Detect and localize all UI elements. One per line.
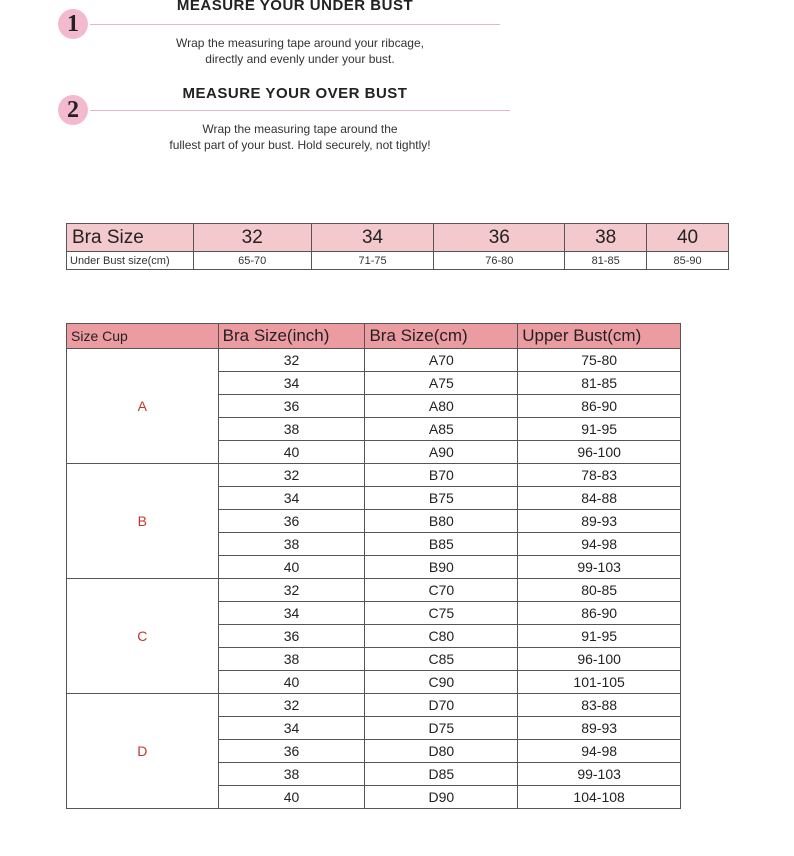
step-1-desc-line-1: Wrap the measuring tape around your ribcage, <box>176 36 424 50</box>
bra-size-cm-cell: D80 <box>365 740 518 763</box>
bra-size-cm-cell: B70 <box>365 464 518 487</box>
bra-size-inch-cell: 40 <box>218 671 365 694</box>
band-size-row <box>67 224 729 252</box>
column-header-upper-bust: Upper Bust(cm) <box>518 324 681 349</box>
upper-bust-cell: 99-103 <box>518 763 681 786</box>
under-bust-cell: 85-90 <box>647 252 729 270</box>
table-row <box>67 464 681 487</box>
bra-size-cm-cell: D75 <box>365 717 518 740</box>
band-size-cell: 34 <box>311 224 434 252</box>
step-2-title: MEASURE YOUR OVER BUST <box>182 85 408 102</box>
upper-bust-cell: 78-83 <box>518 464 681 487</box>
bra-size-cm-cell: C85 <box>365 648 518 671</box>
upper-bust-cell: 96-100 <box>518 441 681 464</box>
bra-size-inch-cell: 34 <box>218 602 365 625</box>
upper-bust-cell: 101-105 <box>518 671 681 694</box>
under-bust-label: Under Bust size(cm) <box>67 252 194 270</box>
bra-size-inch-cell: 34 <box>218 717 365 740</box>
upper-bust-cell: 84-88 <box>518 487 681 510</box>
cup-a-cell: A <box>67 349 219 464</box>
step-1-badge: 1 <box>58 9 88 39</box>
bra-size-inch-cell: 32 <box>218 694 365 717</box>
bra-size-cm-cell: A90 <box>365 441 518 464</box>
table-row <box>67 694 681 717</box>
band-size-table <box>66 223 729 270</box>
bra-size-inch-cell: 38 <box>218 533 365 556</box>
column-header-bra-size-cm: Bra Size(cm) <box>365 324 518 349</box>
upper-bust-cell: 89-93 <box>518 510 681 533</box>
bra-size-cm-cell: B85 <box>365 533 518 556</box>
cup-c-cell: C <box>67 579 219 694</box>
bra-size-inch-cell: 38 <box>218 418 365 441</box>
upper-bust-cell: 86-90 <box>518 602 681 625</box>
step-1-description <box>100 35 500 67</box>
upper-bust-cell: 91-95 <box>518 625 681 648</box>
bra-size-inch-cell: 34 <box>218 372 365 395</box>
bra-size-cm-cell: B90 <box>365 556 518 579</box>
bra-size-cm-cell: C80 <box>365 625 518 648</box>
step-2-description <box>85 121 515 153</box>
upper-bust-cell: 89-93 <box>518 717 681 740</box>
upper-bust-cell: 86-90 <box>518 395 681 418</box>
cup-b-cell: B <box>67 464 219 579</box>
cup-size-table <box>66 323 681 809</box>
column-header-bra-size-inch: Bra Size(inch) <box>218 324 365 349</box>
upper-bust-cell: 96-100 <box>518 648 681 671</box>
bra-size-inch-cell: 40 <box>218 441 365 464</box>
upper-bust-cell: 104-108 <box>518 786 681 809</box>
upper-bust-cell: 99-103 <box>518 556 681 579</box>
bra-size-inch-cell: 38 <box>218 648 365 671</box>
bra-size-cm-cell: D85 <box>365 763 518 786</box>
band-size-cell: 40 <box>647 224 729 252</box>
step-2-badge: 2 <box>58 95 88 125</box>
bra-size-inch-cell: 38 <box>218 763 365 786</box>
bra-size-inch-cell: 40 <box>218 556 365 579</box>
bra-size-inch-cell: 36 <box>218 395 365 418</box>
band-size-cell: 36 <box>434 224 565 252</box>
step-2-desc-line-2: fullest part of your bust. Hold securely, not tightly! <box>169 138 431 152</box>
bra-size-inch-cell: 36 <box>218 740 365 763</box>
step-1-divider <box>90 24 500 25</box>
bra-size-cm-cell: A85 <box>365 418 518 441</box>
bra-size-cm-cell: B75 <box>365 487 518 510</box>
upper-bust-cell: 83-88 <box>518 694 681 717</box>
step-1-title: MEASURE YOUR UNDER BUST <box>176 0 414 14</box>
upper-bust-cell: 80-85 <box>518 579 681 602</box>
bra-size-inch-cell: 32 <box>218 349 365 372</box>
under-bust-cell: 81-85 <box>565 252 647 270</box>
under-bust-cell: 71-75 <box>311 252 434 270</box>
step-2-divider <box>90 110 510 111</box>
bra-size-cm-cell: C75 <box>365 602 518 625</box>
table-row <box>67 579 681 602</box>
cup-d-cell: D <box>67 694 219 809</box>
bra-size-cm-cell: D90 <box>365 786 518 809</box>
upper-bust-cell: 94-98 <box>518 740 681 763</box>
column-header-size-cup: Size Cup <box>67 324 219 349</box>
cup-table-header-row <box>67 324 681 349</box>
table-row <box>67 349 681 372</box>
band-size-cell: 38 <box>565 224 647 252</box>
bra-size-cm-cell: A70 <box>365 349 518 372</box>
under-bust-cell: 65-70 <box>193 252 311 270</box>
upper-bust-cell: 81-85 <box>518 372 681 395</box>
bra-size-inch-cell: 34 <box>218 487 365 510</box>
bra-size-cm-cell: A80 <box>365 395 518 418</box>
upper-bust-cell: 91-95 <box>518 418 681 441</box>
bra-size-inch-cell: 32 <box>218 579 365 602</box>
bra-size-inch-cell: 32 <box>218 464 365 487</box>
bra-size-cm-cell: B80 <box>365 510 518 533</box>
step-1-desc-line-2: directly and evenly under your bust. <box>205 52 395 66</box>
bra-size-inch-cell: 40 <box>218 786 365 809</box>
band-size-cell: 32 <box>193 224 311 252</box>
bra-size-cm-cell: C70 <box>365 579 518 602</box>
bra-size-inch-cell: 36 <box>218 510 365 533</box>
bra-size-inch-cell: 36 <box>218 625 365 648</box>
step-2 <box>0 80 520 160</box>
bra-size-cm-cell: C90 <box>365 671 518 694</box>
bra-size-cm-cell: D70 <box>365 694 518 717</box>
step-1 <box>0 0 520 70</box>
under-bust-cell: 76-80 <box>434 252 565 270</box>
step-2-desc-line-1: Wrap the measuring tape around the <box>202 122 398 136</box>
band-size-label: Bra Size <box>67 224 194 252</box>
upper-bust-cell: 75-80 <box>518 349 681 372</box>
bra-size-cm-cell: A75 <box>365 372 518 395</box>
upper-bust-cell: 94-98 <box>518 533 681 556</box>
under-bust-row <box>67 252 729 270</box>
